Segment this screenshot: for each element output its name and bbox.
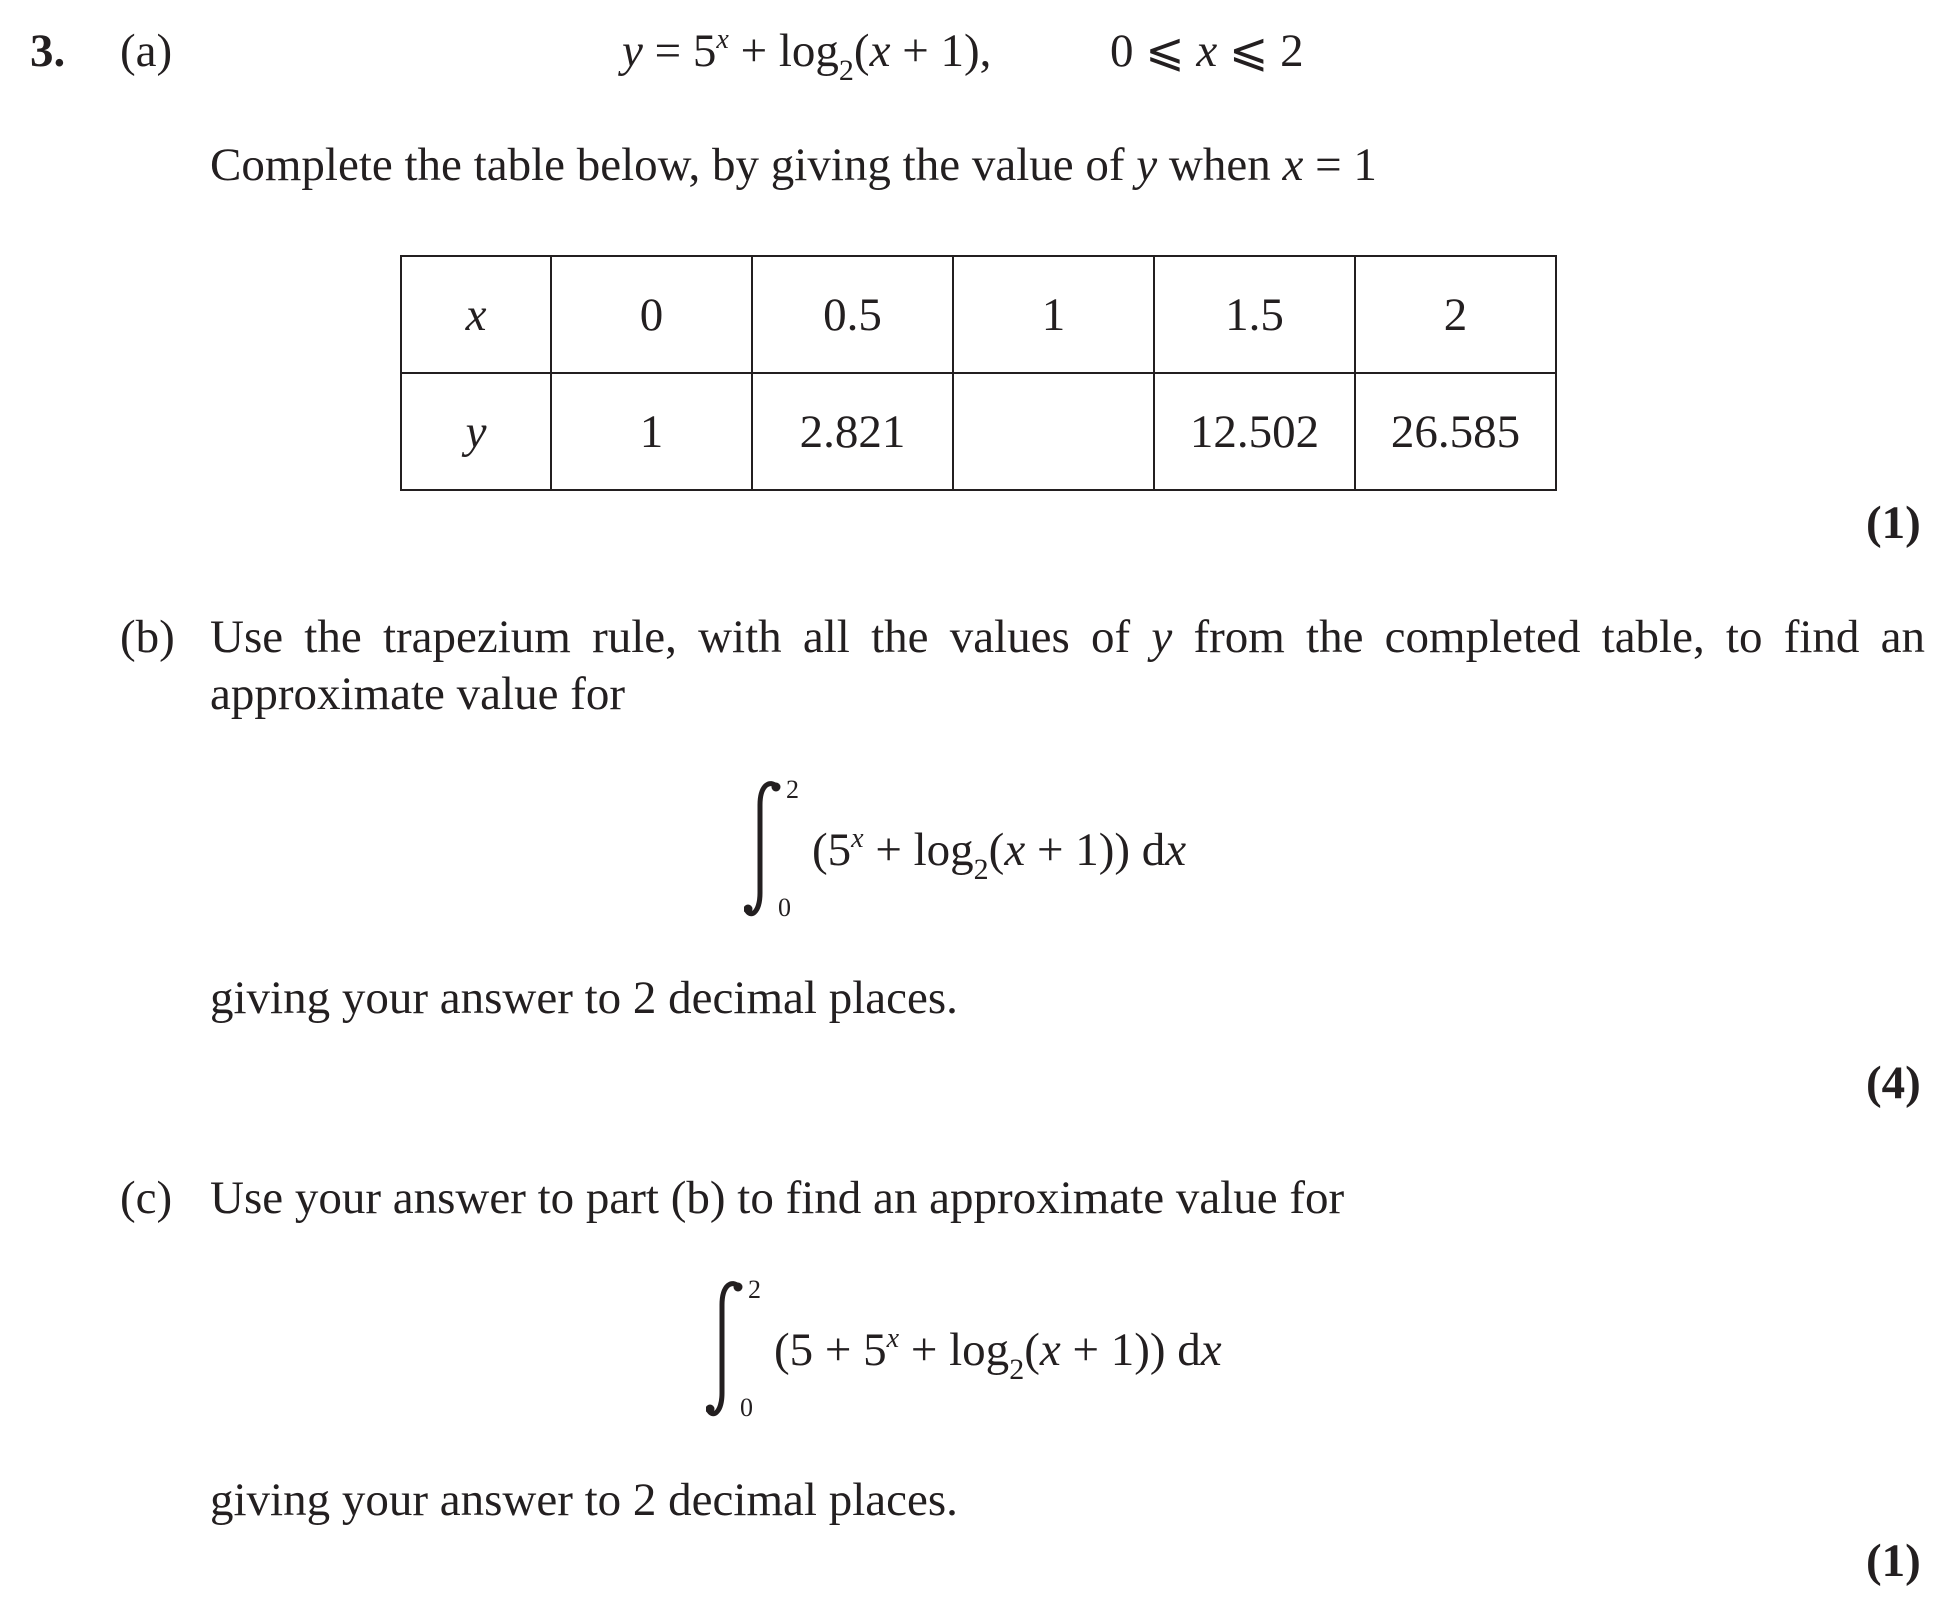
integral-c-integrand: [774, 1323, 1222, 1386]
part-b-y: y: [1151, 611, 1173, 663]
part-c-label: (c): [120, 1172, 173, 1224]
instruction-text-mid: when: [1157, 139, 1283, 191]
equation-arg-x: x: [869, 25, 891, 77]
table-header-y: y: [401, 373, 551, 490]
integrand-open: (5 + 5: [774, 1324, 887, 1376]
integral-c-lower: 0: [740, 1393, 753, 1422]
part-a-instruction: [210, 139, 1377, 191]
part-b-text-post: from the completed table, to find an: [1172, 611, 1925, 663]
integrand-plus-log: + log: [899, 1324, 1010, 1376]
table-cell-x: 1: [953, 256, 1154, 373]
integrand-arg-x: x: [1039, 1324, 1061, 1376]
table-row-x: [401, 256, 1556, 373]
integrand-arg-close: + 1)) d: [1025, 824, 1166, 876]
question-number: 3.: [30, 25, 66, 77]
table-cell-y: 1: [551, 373, 752, 490]
integral-b-upper: 2: [786, 775, 799, 804]
equation-y-var: y: [622, 25, 643, 77]
table-cell-x: 1.5: [1154, 256, 1355, 373]
integrand-open: (5: [812, 824, 852, 876]
equation-domain: [1110, 25, 1304, 77]
integral-b-integrand: [812, 823, 1187, 886]
equation-equals-five: = 5: [642, 25, 717, 77]
table-row-y: [401, 373, 1556, 490]
domain-left: 0 ⩽: [1110, 25, 1197, 77]
integrand-dx-x: x: [1165, 824, 1187, 876]
mark-part-c: (1): [1866, 1535, 1921, 1587]
equation-plus-log: + log: [728, 25, 839, 77]
domain-x: x: [1196, 25, 1218, 77]
table-cell-y: 26.585: [1355, 373, 1556, 490]
integrand-arg-open: (: [1024, 1324, 1040, 1376]
part-b-line2: approximate value for: [210, 668, 625, 720]
part-a-label: (a): [120, 25, 173, 77]
integral-c-upper: 2: [748, 1275, 761, 1304]
integrand-plus-log: + log: [863, 824, 974, 876]
equation-exponent: x: [716, 24, 729, 55]
equation-arg-open: (: [853, 25, 870, 77]
domain-right: ⩽ 2: [1217, 25, 1304, 77]
integrand-arg-x: x: [1004, 824, 1026, 876]
part-c-closing: giving your answer to 2 decimal places.: [210, 1474, 958, 1526]
equation-log-base: 2: [838, 54, 854, 87]
instruction-text-post: = 1: [1303, 139, 1377, 191]
integrand-log-base: 2: [1009, 1353, 1025, 1386]
instruction-y: y: [1136, 139, 1158, 191]
part-c-line1: Use your answer to part (b) to find an approximate value for: [210, 1172, 1345, 1224]
part-b-text-pre: Use the trapezium rule, with all the values of: [210, 611, 1152, 663]
mark-part-a: (1): [1866, 497, 1921, 549]
integral-b-lower: 0: [778, 893, 791, 922]
part-b-closing: giving your answer to 2 decimal places.: [210, 972, 958, 1024]
table-cell-x: 0.5: [752, 256, 953, 373]
equation-arg-close: + 1),: [890, 25, 992, 77]
table-cell-y-blank: [953, 373, 1154, 490]
table-header-x: x: [401, 256, 551, 373]
mark-part-b: (4): [1866, 1057, 1921, 1109]
part-b-label: (b): [120, 611, 175, 663]
integral-c: [706, 1275, 1306, 1425]
instruction-text-pre: Complete the table below, by giving the value of: [210, 139, 1137, 191]
integrand-arg-open: (: [988, 824, 1005, 876]
integrand-arg-close: + 1)) d: [1060, 1324, 1201, 1376]
equation-y: [622, 24, 992, 87]
values-table: [400, 255, 1557, 491]
integral-b: [744, 775, 1244, 925]
table-cell-x: 2: [1355, 256, 1556, 373]
table-cell-y: 12.502: [1154, 373, 1355, 490]
table-cell-x: 0: [551, 256, 752, 373]
part-b-line1: [210, 611, 1925, 663]
integrand-exponent: x: [851, 823, 864, 854]
integrand-exponent: x: [886, 1323, 900, 1354]
table-cell-y: 2.821: [752, 373, 953, 490]
integrand-log-base: 2: [973, 853, 989, 886]
instruction-x: x: [1282, 139, 1304, 191]
integrand-dx-x: x: [1200, 1324, 1222, 1376]
